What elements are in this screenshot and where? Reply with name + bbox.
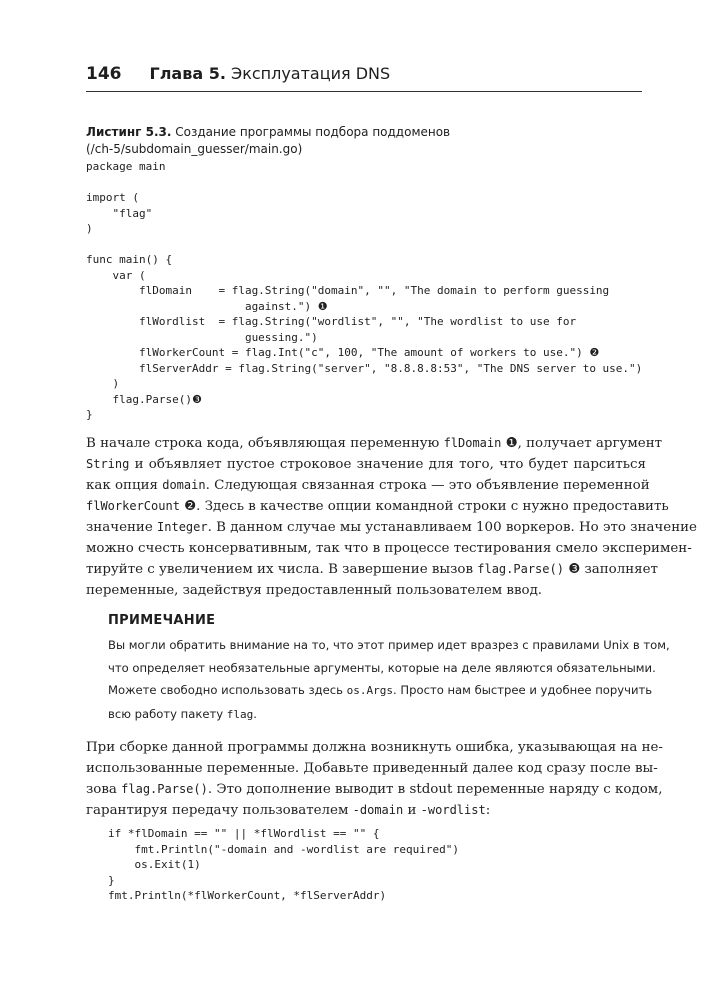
- code-line: os.Exit(1): [108, 858, 201, 871]
- note-heading: ПРИМЕЧАНИЕ: [108, 613, 216, 628]
- listing-code: [86, 159, 642, 423]
- inline-code: flWorkerCount: [86, 499, 180, 513]
- inline-code: os.Args: [346, 684, 394, 697]
- inline-code: -wordlist: [420, 803, 486, 817]
- code-line: guessing."): [86, 330, 318, 344]
- inline-code: flDomain: [443, 436, 502, 450]
- text: можно счесть консервативным, так что в процессе тестирования смело эксперимен-: [86, 541, 692, 556]
- text: зова: [86, 782, 122, 797]
- text: гарантируя передачу пользователем: [86, 803, 353, 818]
- text: :: [485, 803, 491, 818]
- code-line: var (: [86, 268, 146, 282]
- text: ❸ заполняет: [563, 562, 658, 577]
- note-body: [108, 634, 670, 726]
- text: тируйте с увеличением их числа. В завершение вызов: [86, 562, 478, 577]
- code-line: "flag": [86, 206, 153, 220]
- text: .: [253, 706, 257, 721]
- code-line: against."): [86, 299, 312, 313]
- listing-title: Создание программы подбора поддоменов: [175, 125, 451, 139]
- listing-caption: [86, 123, 450, 141]
- code-line: flag.Parse(): [86, 392, 192, 406]
- listing-label: Листинг 5.3.: [86, 125, 172, 139]
- text: . Следующая связанная строка — это объявление переменной: [205, 478, 650, 493]
- inline-code: flag.Parse(): [477, 562, 564, 576]
- code-line: func main() {: [86, 253, 173, 266]
- inline-code: domain: [162, 478, 206, 492]
- code-line: flWorkerCount = flag.Int("c", 100, "The amount of workers to use."): [86, 346, 583, 359]
- text: всю работу пакету: [108, 706, 227, 721]
- code-line: import (: [86, 191, 139, 204]
- body-paragraph-2: [86, 737, 663, 821]
- callout-marker-1: ❶: [317, 299, 328, 313]
- inline-code: flag.Parse(): [121, 782, 208, 796]
- chapter-title: Эксплуатация DNS: [231, 64, 391, 83]
- code-line: }: [86, 408, 93, 421]
- text: ❶, получает аргумент: [501, 436, 663, 451]
- code-line: flWordlist = flag.String("wordlist", "", "The wordlist to use for: [86, 315, 577, 328]
- header-rule: [86, 91, 642, 92]
- text: и: [403, 803, 421, 818]
- text: Вы могли обратить внимание на то, что этот пример идет вразрез с правилами Unix в том,: [108, 638, 670, 652]
- text: . Это дополнение выводит в stdout переменные наряду с кодом,: [207, 782, 663, 797]
- text: . В данном случае мы устанавливаем 100 воркеров. Но это значение: [207, 520, 697, 535]
- code-line: }: [108, 873, 115, 887]
- chapter-label: Глава 5.: [149, 64, 226, 83]
- code-line: ): [86, 377, 120, 390]
- text: и объявляет пустое строковое значение для того, что будет парситься: [129, 457, 646, 472]
- running-header: [86, 62, 646, 86]
- text: использованные переменные. Добавьте приведенный далее код сразу после вы-: [86, 761, 658, 776]
- text: переменные, задействуя предоставленный пользователем ввод.: [86, 583, 543, 598]
- text: ❷. Здесь в качестве опции командной строки с нужно предоставить: [179, 499, 669, 514]
- callout-marker-3: ❸: [191, 392, 202, 406]
- code-line: flDomain = flag.String("domain", "", "The domain to perform guessing: [86, 284, 610, 297]
- code-line: fmt.Println(*flWorkerCount, *flServerAddr): [108, 889, 387, 902]
- inline-code: flag: [226, 707, 254, 721]
- text: В начале строка кода, объявляющая переменную: [86, 436, 444, 451]
- page-number: 146: [86, 64, 122, 84]
- text: При сборке данной программы должна возникнуть ошибка, указывающая на не-: [86, 740, 663, 755]
- inline-code: Integer: [157, 520, 208, 534]
- code-line: fmt.Println("-domain and -wordlist are required"): [108, 842, 459, 856]
- text: как опция: [86, 478, 163, 493]
- text: что определяет необязательные аргументы, которые на деле являются обязательными.: [108, 660, 656, 675]
- code-line: ): [86, 222, 93, 235]
- code-line: if *flDomain == "" || *flWordlist == "" {: [108, 827, 380, 840]
- text: . Просто нам быстрее и удобнее поручить: [393, 683, 653, 697]
- listing-path: (/ch-5/subdomain_guesser/main.go): [86, 142, 303, 156]
- text: Можете свободно использовать здесь: [108, 683, 347, 697]
- text: значение: [86, 520, 158, 535]
- body-paragraph-1: [86, 433, 697, 601]
- code-line: package main: [86, 160, 166, 173]
- code-snippet: [108, 826, 459, 904]
- inline-code: String: [86, 457, 130, 471]
- code-line: flServerAddr = flag.String("server", "8.8.8.8:53", "The DNS server to use."): [86, 361, 643, 375]
- callout-marker-2: ❷: [589, 346, 600, 359]
- inline-code: -domain: [352, 803, 404, 817]
